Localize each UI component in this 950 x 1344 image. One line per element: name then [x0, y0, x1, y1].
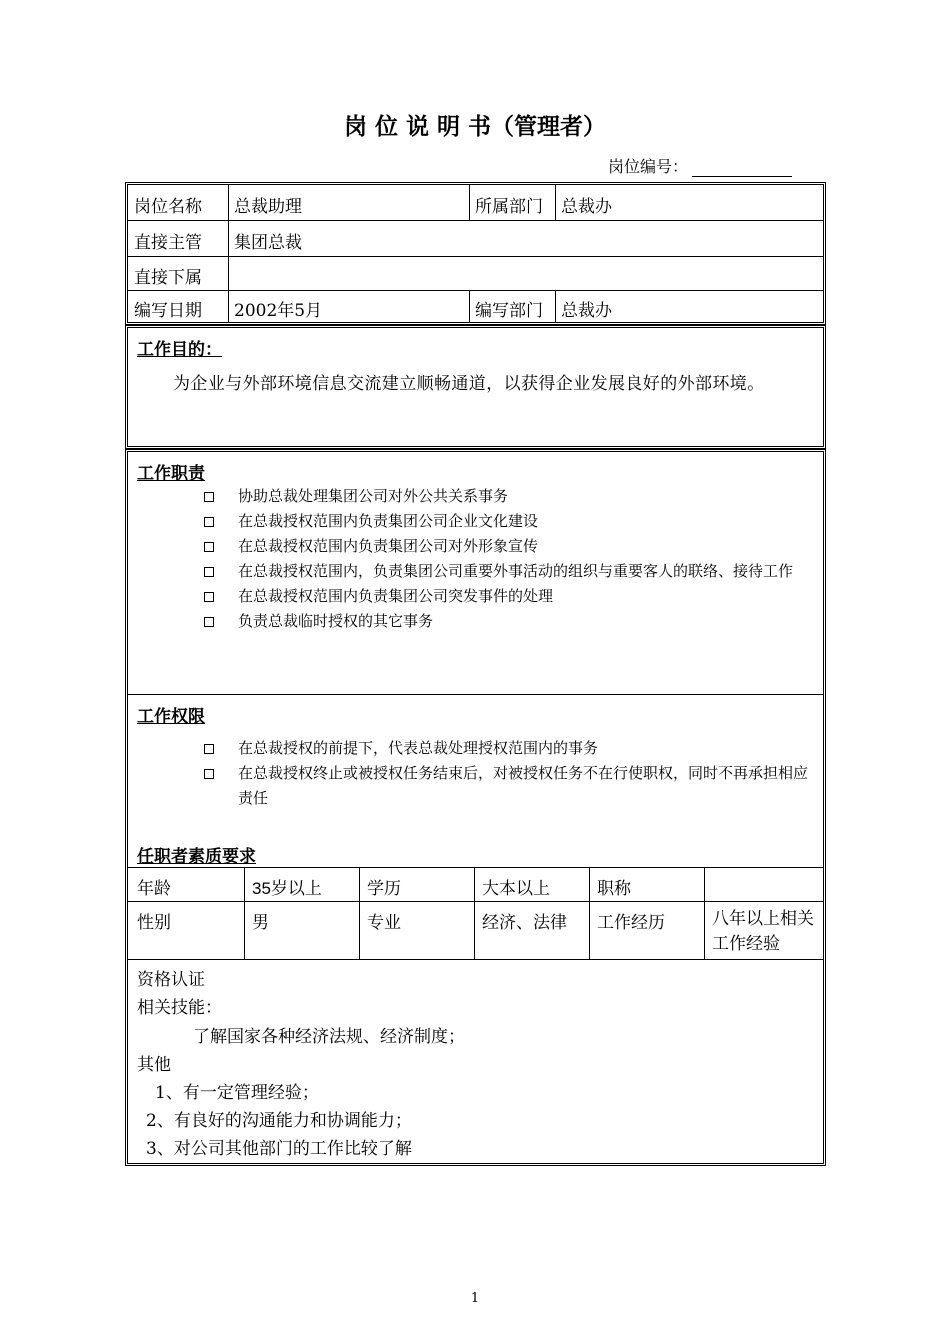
dept-label: 所属部门: [475, 197, 543, 217]
list-item: 协助总裁处理集团公司对外公共关系事务: [204, 484, 816, 509]
checkbox-icon: [204, 617, 214, 627]
writer-dept-label: 编写部门: [475, 301, 543, 321]
other-item: 3、对公司其他部门的工作比较了解: [146, 1139, 412, 1159]
checkbox-icon: [204, 592, 214, 602]
dept-value: 总裁办: [561, 197, 612, 217]
supervisor-label: 直接主管: [134, 233, 202, 253]
list-item: 在总裁授权终止或被授权任务结束后，对被授权任务不在行使职权，同时不再承担相应责任: [204, 761, 816, 811]
duties-heading: 工作职责: [137, 464, 205, 484]
checkbox-icon: [204, 542, 214, 552]
purpose-heading: 工作目的：: [137, 340, 222, 360]
page-title: 岗 位 说 明 书（管理者）: [343, 114, 607, 140]
skills-label: 相关技能：: [137, 998, 222, 1018]
list-item: 负责总裁临时授权的其它事务: [204, 609, 816, 634]
name-value: 总裁助理: [234, 197, 302, 217]
post-number: [608, 154, 792, 177]
list-item: 在总裁授权范围内，负责集团公司重要外事活动的组织与重要客人的联络、接待工作: [204, 559, 816, 584]
list-item: 在总裁授权范围内负责集团公司企业文化建设: [204, 509, 816, 534]
date-label: 编写日期: [134, 301, 202, 321]
experience-value: 八年以上相关工作经验: [712, 909, 814, 954]
other-item: 2、有良好的沟通能力和协调能力；: [146, 1111, 412, 1131]
list-item: 在总裁授权范围内负责集团公司对外形象宣传: [204, 534, 816, 559]
checkbox-icon: [204, 769, 214, 779]
authority-list: [204, 736, 816, 811]
post-number-blank[interactable]: [692, 162, 792, 177]
experience-label: 工作经历: [597, 913, 665, 933]
other-item: 1、有一定管理经验；: [155, 1083, 319, 1103]
gender-label: 性别: [137, 913, 171, 933]
age-value: 35岁以上: [252, 879, 322, 898]
duties-list: [204, 484, 816, 634]
name-label: 岗位名称: [134, 197, 202, 217]
major-label: 专业: [367, 913, 401, 933]
list-item: 在总裁授权的前提下，代表总裁处理授权范围内的事务: [204, 736, 816, 761]
other-label: 其他: [137, 1055, 171, 1075]
purpose-text: 为企业与外部环境信息交流建立顺畅通道，以获得企业发展良好的外部环境。: [173, 374, 765, 394]
education-label: 学历: [367, 879, 401, 899]
post-number-label: 岗位编号：: [608, 157, 689, 176]
skills-text: 了解国家各种经济法规、经济制度；: [193, 1027, 465, 1047]
requirements-heading: 任职者素质要求: [137, 847, 256, 867]
checkbox-icon: [204, 744, 214, 754]
authority-heading: 工作权限: [137, 707, 205, 727]
checkbox-icon: [204, 492, 214, 502]
checkbox-icon: [204, 517, 214, 527]
supervisor-value: 集团总裁: [234, 233, 302, 253]
subordinate-label: 直接下属: [134, 268, 202, 288]
education-value: 大本以上: [482, 879, 550, 899]
date-value: 2002年5月: [234, 301, 323, 321]
writer-dept-value: 总裁办: [561, 301, 612, 321]
title-label: 职称: [597, 879, 631, 899]
gender-value: 男: [252, 913, 269, 933]
page-number: 1: [470, 1291, 480, 1306]
age-label: 年龄: [137, 879, 171, 899]
list-item: 在总裁授权范围内负责集团公司突发事件的处理: [204, 584, 816, 609]
cert-label: 资格认证: [137, 970, 205, 990]
checkbox-icon: [204, 567, 214, 577]
major-value: 经济、法律: [482, 913, 567, 933]
